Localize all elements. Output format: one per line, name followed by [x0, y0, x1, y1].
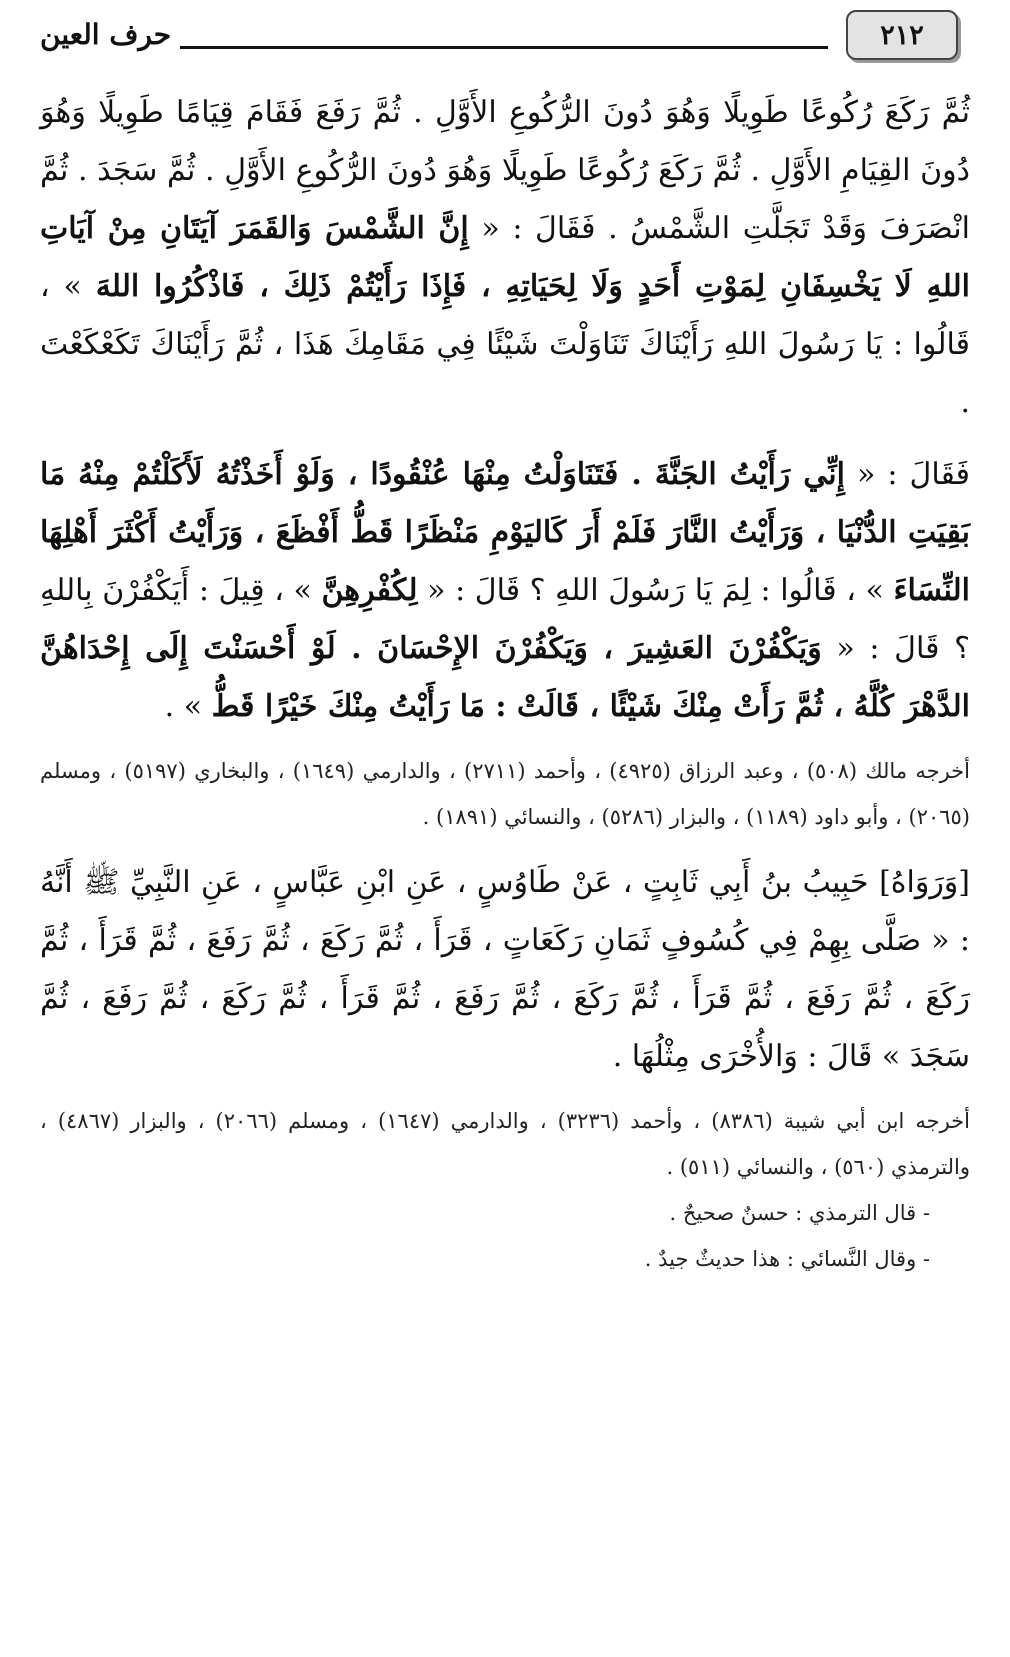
- hadith-text: ثُمَّ رَكَعَ رُكُوعًا طَوِيلًا وَهُوَ دُونَ الرُّكُوعِ الأَوَّلِ . ثُمَّ رَفَعَ فَقَامَ قِيَامًا طَوِيلًا وَهُوَ: [40, 95, 970, 130]
- spacer: [40, 840, 970, 854]
- chapter-title: حرف العين: [40, 18, 172, 51]
- page-number: ٢١٢: [846, 10, 958, 60]
- hadith-text: » ، قِيلَ : أَيَكْفُرْنَ بِاللهِ ؟ قَالَ : «: [40, 573, 971, 666]
- hadith-text: فَقَالَ : «: [844, 457, 970, 492]
- prophetic-quote: وَيَكْفُرْنَ العَشِيرَ ، وَيَكْفُرْنَ الإِحْسَانَ . لَوْ أَحْسَنْتَ إِلَى إِحْدَاهُنَّ الدَّهْرَ كُلَّهُ ، ثُمَّ رَأَتْ مِنْكَ شَيْئًا ، قَالَتْ : مَا رَأَيْتُ مِنْكَ خَيْرًا قَطُّ: [40, 631, 970, 724]
- header-rule: [180, 46, 828, 49]
- page-header: [0, 6, 1010, 66]
- hadith-text: » ، قَالُوا : لِمَ يَا رَسُولَ اللهِ ؟ قَالَ : «: [417, 573, 894, 608]
- hadith-text: » .: [164, 689, 212, 724]
- prophetic-quote: لِكُفْرِهِنَّ: [321, 573, 418, 608]
- hadith-paragraph-3: [40, 854, 970, 1086]
- prophetic-quote: إِنِّي رَأَيْتُ الجَنَّةَ . فَتَنَاوَلْتُ مِنْهَا عُنْقُودًا ، وَلَوْ أَخَذْتُهُ لَأَكَلْتُمْ مِنْهُ مَا بَقِيَتِ الدُّنْيَا ، وَرَأَيْتُ النَّارَ فَلَمْ أَرَ كَاليَوْمِ مَنْظَرًا قَطُّ أَفْظَعَ ، وَرَأَيْتُ أَكْثَرَ أَهْلِهَا النِّسَاءَ: [40, 457, 970, 608]
- hadith-text: دُونَ القِيَامِ الأَوَّلِ . ثُمَّ رَكَعَ رُكُوعًا طَوِيلًا وَهُوَ دُونَ الرُّكُوعِ الأَوَّلِ . ثُمَّ سَجَدَ . ثُمَّ: [40, 153, 970, 188]
- page-content: [40, 84, 970, 1282]
- prophetic-quote: إِنَّ الشَّمْسَ وَالقَمَرَ آيَتَانِ مِنْ آيَاتِ اللهِ لَا: [40, 211, 971, 304]
- hadith-text: اللهِ رَأَيْنَاكَ تَنَاوَلْتَ شَيْئًا فِي مَقَامِكَ هَذَا ، ثُمَّ رَأَيْنَاكَ تَكَعْكَعْتَ .: [40, 327, 970, 420]
- hadith-text: انْصَرَفَ وَقَدْ تَجَلَّتِ الشَّمْسُ . فَقَالَ : «: [468, 211, 970, 246]
- hadith-text: » ، قَالُوا : يَا رَسُولَ: [40, 269, 970, 362]
- grading-note-nasai: - وقال النَّسائي : هذا حديثٌ جيدٌ .: [644, 1247, 930, 1271]
- source-citation-1: أخرجه مالك (٥٠٨) ، وعبد الرزاق (٤٩٢٥) ، وأحمد (٢٧١١) ، والدارمي (١٦٤٩) ، والبخاري (٥١٩٧) ، ومسلم (٢٠٦٥) ، وأبو داود (١١٨٩) ، والبزار (٥٢٨٦) ، والنسائي (١٨٩١) .: [40, 759, 970, 829]
- grading-note-tirmidhi: - قال الترمذي : حسنٌ صحيحٌ .: [669, 1201, 930, 1225]
- hadith-text: [وَرَوَاهُ] حَبِيبُ بنُ أَبِي ثَابِتٍ ، عَنْ طَاوُسٍ ، عَنِ ابْنِ عَبَّاسٍ ، عَنِ النَّبِيِّ ﷺ أَنَّهُ : « صَلَّى بِهِمْ فِي كُسُوفٍ ثَمَانِ رَكَعَاتٍ ، قَرَأَ ، ثُمَّ رَكَعَ ، ثُمَّ رَفَعَ ، ثُمَّ قَرَأَ ، ثُمَّ رَكَعَ ، ثُمَّ رَفَعَ ، ثُمَّ قَرَأَ ، ثُمَّ رَكَعَ ، ثُمَّ رَفَعَ ، ثُمَّ قَرَأَ ، ثُمَّ رَكَعَ ، ثُمَّ رَفَعَ ، ثُمَّ سَجَدَ » قَالَ : وَالأُخْرَى مِثْلُهَا .: [40, 865, 970, 1074]
- hadith-paragraph-1: [40, 84, 970, 432]
- prophetic-quote: يَخْسِفَانِ لِمَوْتِ أَحَدٍ وَلَا لِحَيَاتِهِ ، فَإِذَا رَأَيْتُمْ ذَلِكَ ، فَاذْكُرُوا اللهَ: [95, 269, 881, 304]
- source-citation-2: أخرجه ابن أبي شيبة (٨٣٨٦) ، وأحمد (٣٢٣٦) ، والدارمي (١٦٤٧) ، ومسلم (٢٠٦٦) ، والبزار (٤٨٦٧) ، والترمذي (٥٦٠) ، والنسائي (٥١١) .: [40, 1109, 970, 1179]
- hadith-paragraph-2: [40, 446, 970, 736]
